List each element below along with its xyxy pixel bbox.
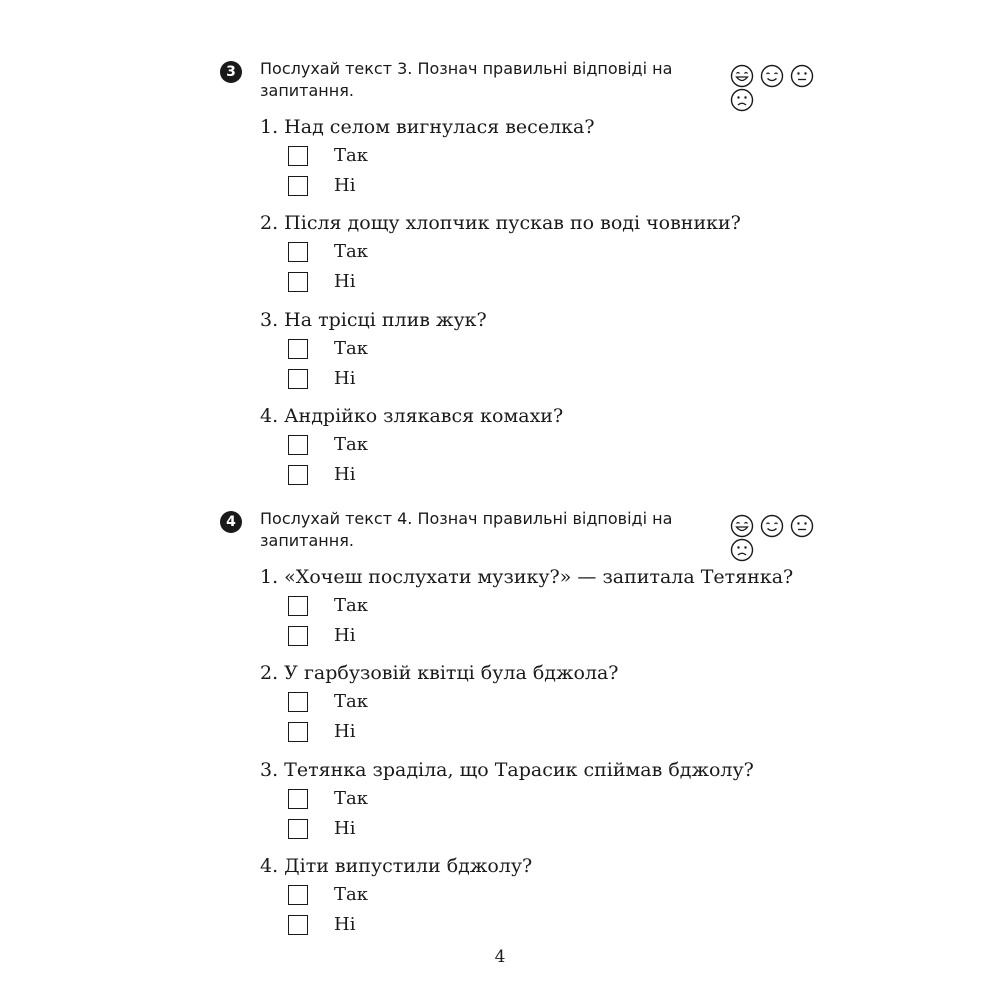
option-label: Так [334,788,368,809]
option-label: Ні [334,175,356,196]
answer-option-no[interactable] [288,819,488,843]
neutral-face-icon[interactable] [790,514,814,538]
answer-option-no[interactable] [288,915,488,939]
answer-option-yes[interactable] [288,885,488,909]
checkbox[interactable] [288,272,308,292]
answer-option-no[interactable] [288,369,488,393]
exercise-number-badge: 3 [220,61,242,83]
option-label: Ні [334,818,356,839]
answer-option-no[interactable] [288,626,488,650]
question-text: 4. Діти випустили бджолу? [260,855,533,877]
checkbox[interactable] [288,176,308,196]
page-number: 4 [494,947,506,967]
answer-option-yes[interactable] [288,435,488,459]
checkbox[interactable] [288,819,308,839]
option-label: Ні [334,368,356,389]
checkbox[interactable] [288,465,308,485]
happy-face-icon[interactable] [760,514,784,538]
sad-face-icon[interactable] [730,538,754,562]
question-text: 3. На трісці плив жук? [260,309,487,331]
option-label: Ні [334,721,356,742]
checkbox[interactable] [288,369,308,389]
exercise-instruction: Послухай текст 3. Познач правильні відповіді на запитання. [260,59,673,100]
option-label: Так [334,884,368,905]
exercise-number-badge: 4 [220,511,242,533]
answer-option-no[interactable] [288,465,488,489]
checkbox[interactable] [288,692,308,712]
question-text: 3. Тетянка зраділа, що Тарасик спіймав бджолу? [260,759,754,781]
self-assessment-faces [730,514,840,540]
exercise-header [220,58,840,108]
checkbox[interactable] [288,789,308,809]
option-label: Так [334,434,368,455]
answer-option-yes[interactable] [288,146,488,170]
checkbox[interactable] [288,146,308,166]
option-label: Так [334,691,368,712]
answer-option-yes[interactable] [288,789,488,813]
checkbox[interactable] [288,722,308,742]
exercise-instruction: Послухай текст 4. Познач правильні відповіді на запитання. [260,509,673,550]
very-happy-face-icon[interactable] [730,514,754,538]
question-text: 2. Після дощу хлопчик пускав по воді човники? [260,212,741,234]
self-assessment-faces [730,64,840,90]
neutral-face-icon[interactable] [790,64,814,88]
option-label: Ні [334,914,356,935]
checkbox[interactable] [288,242,308,262]
question-text: 1. «Хочеш послухати музику?» — запитала Тетянка? [260,566,794,588]
option-label: Ні [334,271,356,292]
happy-face-icon[interactable] [760,64,784,88]
checkbox[interactable] [288,885,308,905]
question-text: 2. У гарбузовій квітці була бджола? [260,662,619,684]
checkbox[interactable] [288,626,308,646]
option-label: Так [334,241,368,262]
checkbox[interactable] [288,435,308,455]
option-label: Так [334,595,368,616]
answer-option-yes[interactable] [288,692,488,716]
sad-face-icon[interactable] [730,88,754,112]
question-text: 1. Над селом вигнулася веселка? [260,116,595,138]
answer-option-no[interactable] [288,272,488,296]
option-label: Так [334,145,368,166]
option-label: Так [334,338,368,359]
answer-option-yes[interactable] [288,596,488,620]
answer-option-no[interactable] [288,722,488,746]
answer-option-yes[interactable] [288,242,488,266]
option-label: Ні [334,625,356,646]
checkbox[interactable] [288,339,308,359]
checkbox[interactable] [288,596,308,616]
answer-option-no[interactable] [288,176,488,200]
exercise-header [220,508,840,558]
checkbox[interactable] [288,915,308,935]
option-label: Ні [334,464,356,485]
very-happy-face-icon[interactable] [730,64,754,88]
answer-option-yes[interactable] [288,339,488,363]
question-text: 4. Андрійко злякався комахи? [260,405,564,427]
